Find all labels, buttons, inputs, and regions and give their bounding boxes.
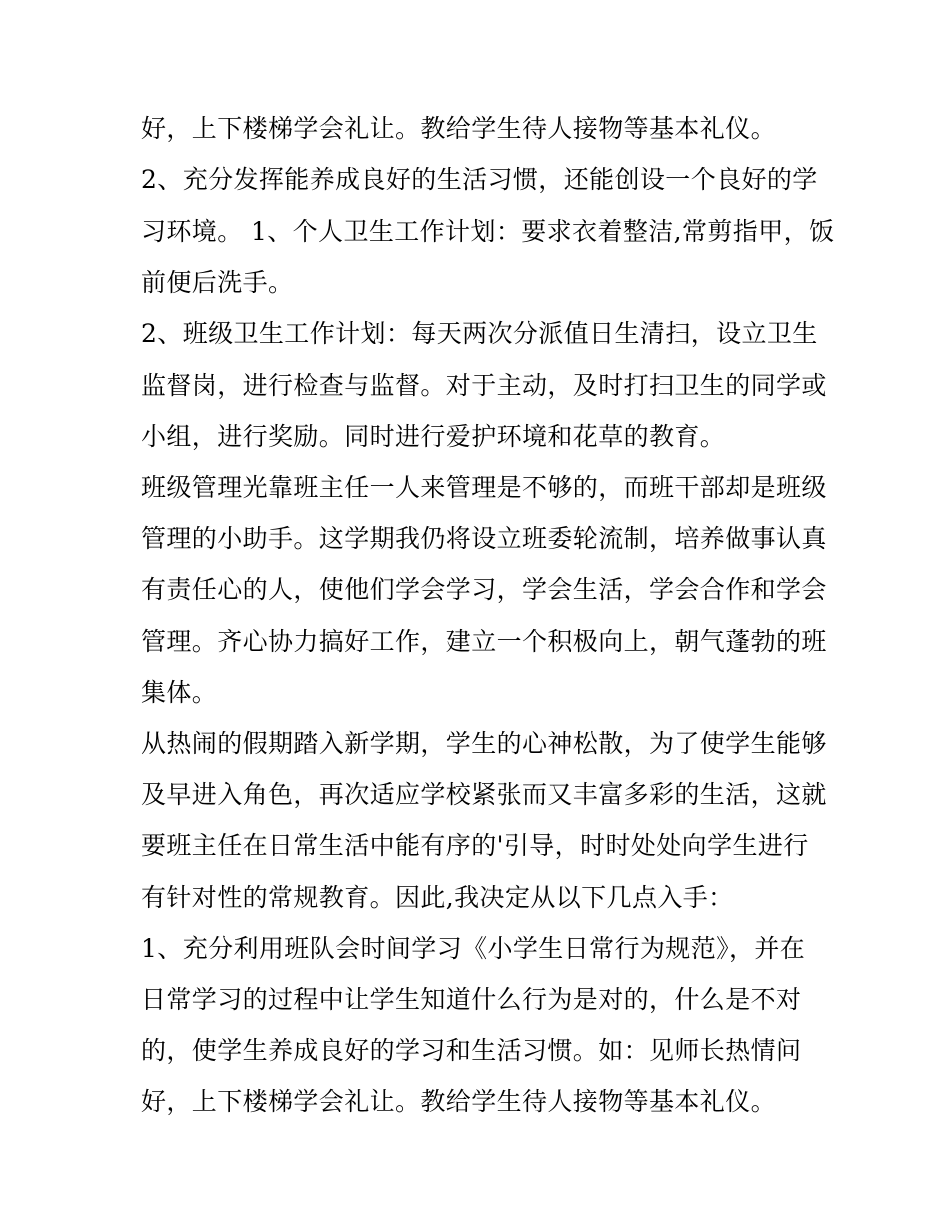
text-line: 好，上下楼梯学会礼让。教给学生待人接物等基本礼仪。 bbox=[141, 1087, 777, 1116]
text-line: 1、充分利用班队会时间学习《小学生日常行为规范》，并在 bbox=[141, 934, 806, 963]
text-line: 班级管理光靠班主任一人来管理是不够的，而班干部却是班级 bbox=[141, 473, 827, 502]
text-line: 2、充分发挥能养成良好的生活习惯，还能创设一个良好的学 bbox=[141, 165, 818, 194]
text-line: 的，使学生养成良好的学习和生活习惯。如：见师长热情问 bbox=[141, 1036, 802, 1065]
text-line: 2、班级卫生工作计划：每天两次分派值日生清扫，设立卫生 bbox=[141, 319, 818, 348]
text-line: 从热闹的假期踏入新学期，学生的心神松散，为了使学生能够 bbox=[141, 729, 827, 758]
text-line: 管理。齐心协力搞好工作，建立一个积极向上，朝气蓬勃的班 bbox=[141, 627, 827, 656]
text-line: 前便后洗手。 bbox=[141, 268, 294, 297]
text-line: 日常学习的过程中让学生知道什么行为是对的，什么是不对 bbox=[141, 985, 802, 1014]
text-line: 小组，进行奖励。同时进行爱护环境和花草的教育。 bbox=[141, 422, 726, 451]
text-line: 要班主任在日常生活中能有序的'引导，时时处处向学生进行 bbox=[141, 831, 809, 860]
text-line: 习环境。 1、个人卫生工作计划：要求衣着整洁,常剪指甲，饭 bbox=[141, 217, 835, 246]
text-line: 集体。 bbox=[141, 678, 218, 707]
text-line: 有针对性的常规教育。因此,我决定从以下几点入手： bbox=[141, 883, 734, 912]
text-line: 有责任心的人，使他们学会学习，学会生活，学会合作和学会 bbox=[141, 575, 827, 604]
text-line: 管理的小助手。这学期我仍将设立班委轮流制，培养做事认真 bbox=[141, 524, 827, 553]
text-line: 监督岗，进行检查与监督。对于主动，及时打扫卫生的同学或 bbox=[141, 371, 827, 400]
text-line: 好，上下楼梯学会礼让。教给学生待人接物等基本礼仪。 bbox=[141, 114, 777, 143]
text-line: 及早进入角色，再次适应学校紧张而又丰富多彩的生活，这就 bbox=[141, 780, 827, 809]
